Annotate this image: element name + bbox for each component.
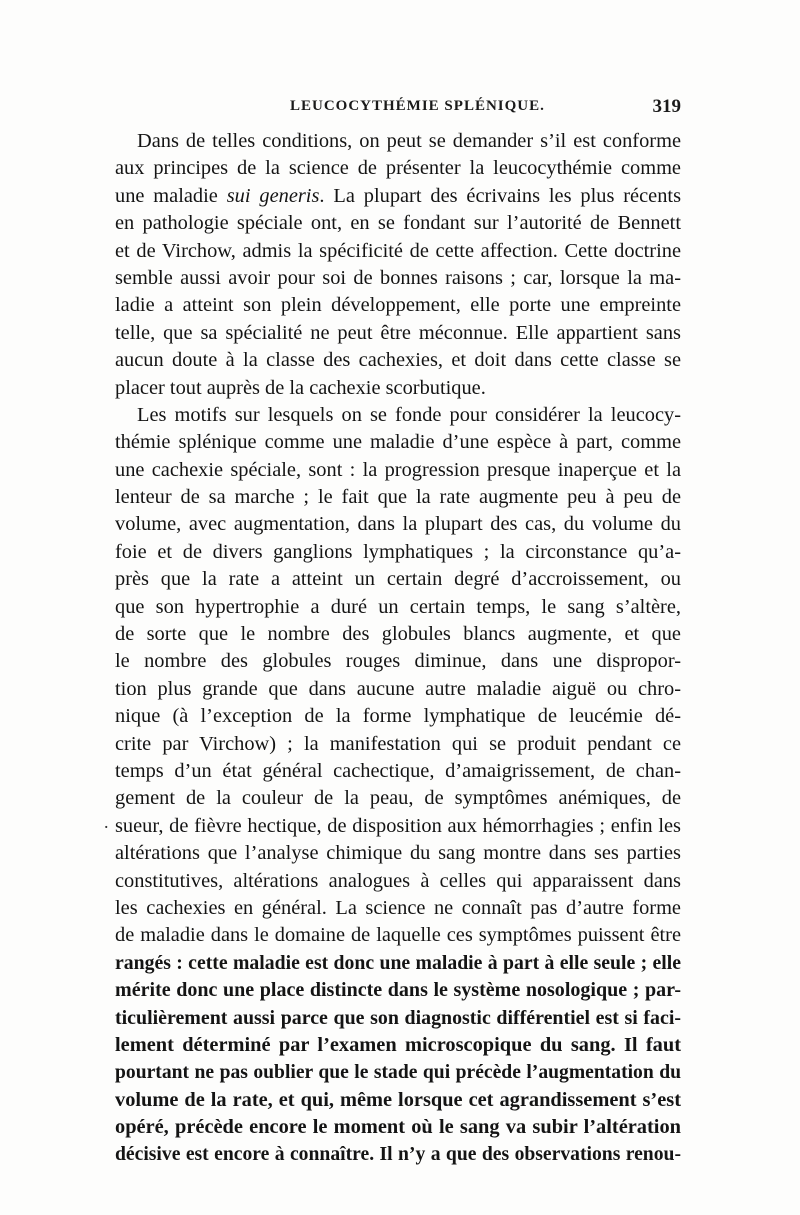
- text-line: sueur, de fièvre hectique, de disposition aux hémorrhagies ; enfin les: [115, 814, 681, 837]
- text-line: pourtant ne pas oublier que le stade qui précède l’augmentation du: [115, 1062, 681, 1084]
- body-text: [115, 128, 681, 1169]
- text-line: nique (à l’exception de la forme lymphatique de leucémie dé-: [115, 705, 681, 728]
- page-number: 319: [652, 96, 681, 117]
- text-line: volume, avec augmentation, dans la plupart des cas, du volume du: [115, 513, 681, 536]
- text-line: altérations que l’analyse chimique du sang montre dans ses parties: [115, 842, 681, 865]
- text-line: Les motifs sur lesquels on se fonde pour considérer la leucocy-: [137, 403, 681, 426]
- text-line: constitutives, altérations analogues à celles qui apparaissent dans: [115, 869, 681, 892]
- text-line: tion plus grande que dans aucune autre maladie aiguë ou chro-: [115, 677, 681, 700]
- text-line: lement déterminé par l’examen microscopique du sang. Il faut: [115, 1033, 681, 1056]
- text-line: en pathologie spéciale ont, en se fondant sur l’autorité de Bennett: [115, 212, 681, 235]
- text-line: temps d’un état général cachectique, d’amaigrissement, de chan-: [115, 759, 681, 782]
- text-line: telle, que sa spécialité ne peut être méconnue. Elle appartient sans: [115, 321, 681, 344]
- margin-dot: .: [104, 812, 109, 832]
- text-line: une cachexie spéciale, sont : la progression presque inaperçue et la: [115, 458, 681, 481]
- text-line: de maladie dans le domaine de laquelle ces symptômes puissent être: [115, 924, 681, 947]
- text-line: aucun doute à la classe des cachexies, et doit dans cette classe se: [115, 349, 681, 372]
- text-line: près que la rate a atteint un certain degré d’accroissement, ou: [115, 568, 681, 591]
- text-line: crite par Virchow) ; la manifestation qui se produit pendant ce: [115, 732, 681, 755]
- page-header: [115, 96, 681, 120]
- text-line: gement de la couleur de la peau, de symptômes anémiques, de: [115, 787, 681, 810]
- text-line: thémie splénique comme une maladie d’une espèce à part, comme: [115, 431, 681, 454]
- text-line: rangés : cette maladie est donc une maladie à part à elle seule ; elle: [115, 951, 681, 974]
- text-line: mérite donc une place distincte dans le système nosologique ; par-: [115, 979, 681, 1002]
- text-line: décisive est encore à connaître. Il n’y a que des observations renou-: [115, 1143, 681, 1166]
- text-line: Dans de telles conditions, on peut se demander s’il est conforme: [137, 130, 681, 152]
- text-line: une maladie sui generis. La plupart des écrivains les plus récents: [115, 184, 682, 207]
- text-line: ticulièrement aussi parce que son diagnostic différentiel est si faci-: [115, 1006, 681, 1029]
- text-line: foie et de divers ganglions lymphatiques ; la circonstance qu’a-: [115, 540, 681, 563]
- text-line: aux principes de la science de présenter la leucocythémie comme: [115, 157, 681, 180]
- running-title: LEUCOCYTHÉMIE SPLÉNIQUE.: [290, 98, 545, 114]
- text-line: placer tout auprès de la cachexie scorbutique.: [115, 376, 486, 399]
- text-line: de sorte que le nombre des globules blancs augmente, et que: [115, 623, 681, 646]
- text-line: les cachexies en général. La science ne connaît pas d’autre forme: [115, 896, 681, 919]
- text-line: le nombre des globules rouges diminue, dans une dispropor-: [115, 650, 681, 673]
- text-line: volume de la rate, et qui, même lorsque cet agrandissement s’est: [115, 1088, 681, 1111]
- text-line: que son hypertrophie a duré un certain temps, le sang s’altère,: [115, 595, 681, 618]
- text-line: ladie a atteint son plein développement, elle porte une empreinte: [115, 294, 681, 317]
- text-line: lenteur de sa marche ; le fait que la rate augmente peu à peu de: [115, 486, 681, 509]
- text-line: opéré, précède encore le moment où le sang va subir l’altération: [115, 1116, 681, 1139]
- text-line: et de Virchow, admis la spécificité de cette affection. Cette doctrine: [115, 239, 681, 262]
- text-line: semble aussi avoir pour soi de bonnes raisons ; car, lorsque la ma-: [115, 266, 681, 289]
